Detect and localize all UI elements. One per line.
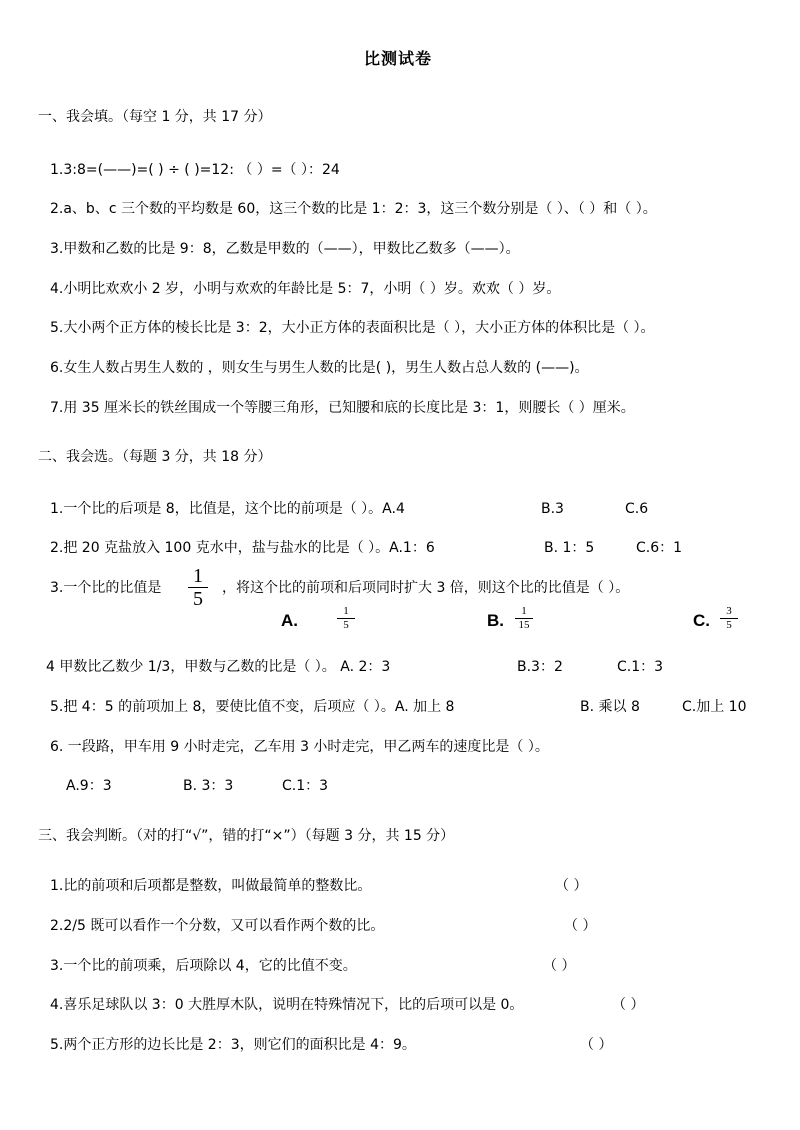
choice-q1: 1.一个比的后项是 8，比值是，这个比的前项是（ ）。A.4	[50, 501, 405, 517]
section2-heading: 二、我会选。（每题 3 分，共 18 分）	[38, 449, 272, 465]
fill-item-3: 3.甲数和乙数的比是 9：8，乙数是甲数的（——），甲数比乙数多（——）。	[50, 241, 520, 257]
section3-heading: 三、我会判断。（对的打“√”，错的打“×”）（每题 3 分，共 15 分）	[38, 828, 455, 844]
fraction-denominator: 5	[193, 588, 203, 610]
fill-item-4: 4.小明比欢欢小 2 岁，小明与欢欢的年龄比是 5：7，小明（ ）岁。欢欢（ ）岁。	[50, 281, 561, 297]
judge-item-2: 2.2/5 既可以看作一个分数，又可以看作两个数的比。	[50, 918, 385, 934]
section1-heading: 一、我会填。（每空 1 分，共 17 分）	[38, 109, 272, 125]
fraction-numerator: 1	[343, 605, 349, 617]
fraction-denominator: 5	[726, 619, 732, 631]
choice-q5-option-b: B. 乘以 8	[580, 699, 640, 715]
choice-q3-text: 3.一个比的比值是	[50, 580, 162, 596]
fill-item-1: 1.3:8=(——)=( ) ÷ ( )=12: （ ）=（ ）：24	[50, 162, 340, 178]
choice-q5: 5.把 4：5 的前项加上 8，要使比值不变，后项应（ ）。A. 加上 8	[50, 699, 455, 715]
judge-item-1: 1.比的前项和后项都是整数，叫做最简单的整数比。	[50, 878, 372, 894]
choice-q3-option-c-label: C.	[693, 611, 710, 630]
choice-q4-option-b: B.3：2	[517, 659, 563, 675]
judge-item-3-bracket: （ ）	[543, 958, 576, 974]
judge-item-5-bracket: （ ）	[580, 1037, 613, 1053]
choice-q4: 4 甲数比乙数少 1/3，甲数与乙数的比是（ ）。 A. 2：3	[46, 659, 391, 675]
choice-q6-option-a: A.9：3	[66, 778, 112, 794]
fill-item-6: 6.女生人数占男生人数的 ，则女生与男生人数的比是( )，男生人数占总人数的 (——)。	[50, 360, 589, 376]
fraction-denominator: 5	[343, 619, 349, 631]
judge-item-4-bracket: （ ）	[612, 997, 645, 1013]
judge-item-3: 3.一个比的前项乘，后项除以 4，它的比值不变。	[50, 958, 357, 974]
fraction-denominator: 15	[518, 619, 530, 631]
choice-q5-option-c: C.加上 10	[682, 699, 747, 715]
choice-q2-option-b: B. 1：5	[544, 540, 595, 556]
choice-q3-option-a-fraction	[337, 606, 355, 631]
judge-item-1-bracket: （ ）	[555, 878, 588, 894]
choice-q6-option-b: B. 3：3	[183, 778, 234, 794]
choice-q6: 6. 一段路，甲车用 9 小时走完，乙车用 3 小时走完，甲乙两车的速度比是（ ）。	[50, 739, 549, 755]
choice-q3-option-b-label: B.	[487, 611, 504, 630]
choice-q2: 2.把 20 克盐放入 100 克水中，盐与盐水的比是（ ）。A.1：6	[50, 540, 435, 556]
choice-q3-option-c-fraction	[720, 606, 738, 631]
fraction-numerator: 3	[726, 605, 732, 617]
judge-item-5: 5.两个正方形的边长比是 2：3，则它们的面积比是 4：9。	[50, 1037, 416, 1053]
fill-item-5: 5.大小两个正方体的棱长比是 3：2，大小正方体的表面积比是（ ），大小正方体的体积比是（ ）。	[50, 320, 655, 336]
page-title: 比测试卷	[364, 49, 433, 68]
judge-item-4: 4.喜乐足球队以 3：0 大胜厚木队，说明在特殊情况下，比的后项可以是 0。	[50, 997, 524, 1013]
choice-q1-option-c: C.6	[625, 501, 649, 517]
choice-q3-fraction	[188, 566, 208, 609]
fraction-numerator: 1	[521, 605, 527, 617]
choice-q3-option-b-fraction	[515, 606, 533, 631]
fraction-numerator: 1	[193, 565, 203, 587]
choice-q3-option-a-label: A.	[281, 611, 298, 630]
judge-item-2-bracket: （ ）	[564, 918, 597, 934]
choice-q3-text-after: ，将这个比的前项和后项同时扩大 3 倍，则这个比的比值是（ ）。	[222, 580, 630, 596]
choice-q2-option-c: C.6：1	[636, 540, 683, 556]
fill-item-7: 7.用 35 厘米长的铁丝围成一个等腰三角形，已知腰和底的长度比是 3：1，则腰长（ ）厘米。	[50, 400, 635, 416]
choice-q1-option-b: B.3	[541, 501, 564, 517]
choice-q6-option-c: C.1：3	[282, 778, 329, 794]
fill-item-2: 2.a、b、c 三个数的平均数是 60，这三个数的比是 1：2：3，这三个数分别是（ ）、（ ）和（ ）。	[50, 201, 657, 217]
choice-q4-option-c: C.1：3	[617, 659, 664, 675]
